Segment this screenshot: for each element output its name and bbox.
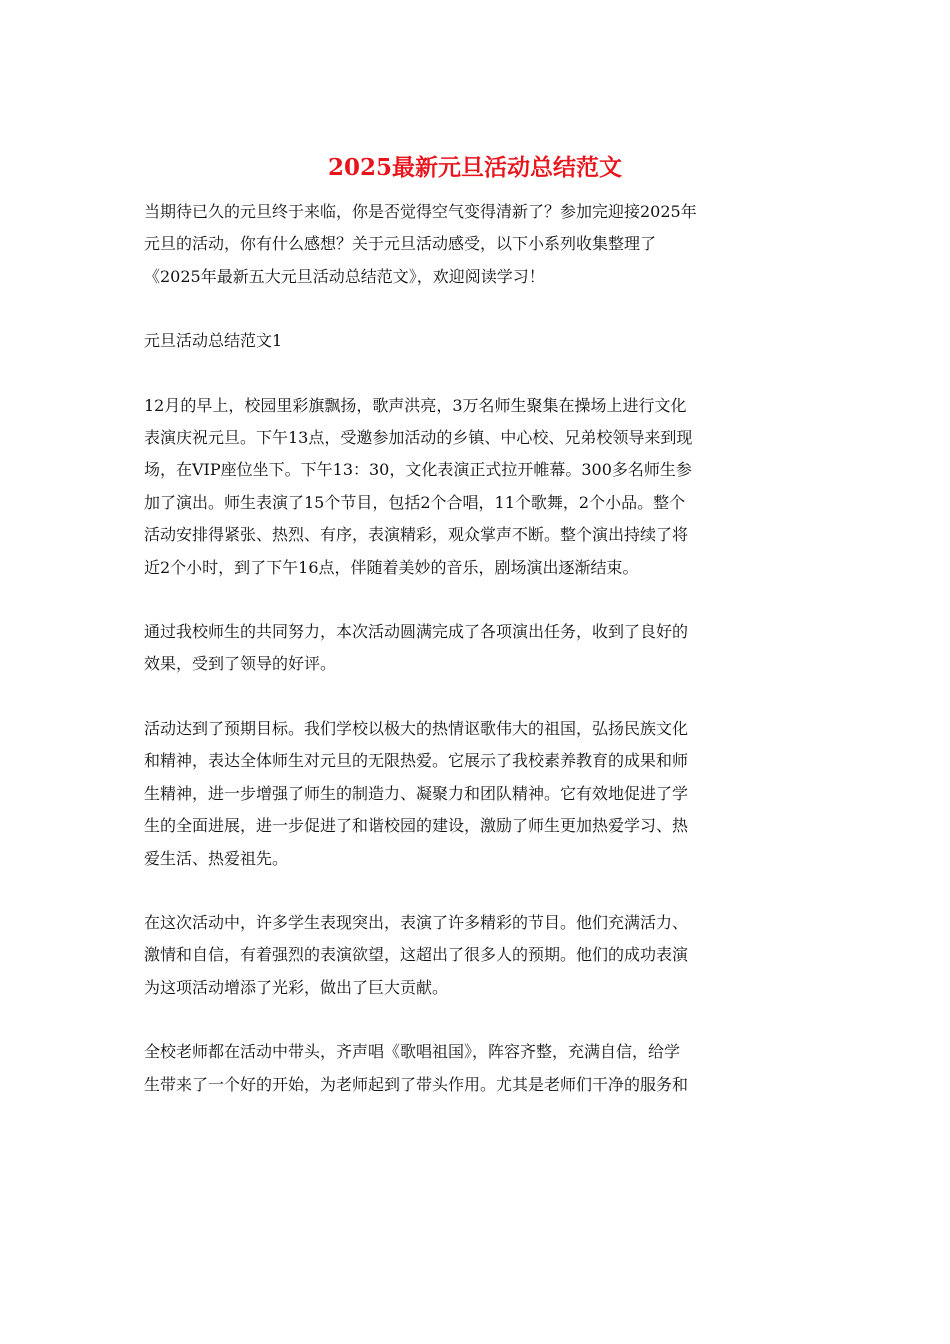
document-body [144, 196, 814, 1133]
body-paragraph: 12月的早上，校园里彩旗飘扬，歌声洪亮，3万名师生聚集在操场上进行文化 表演庆祝元旦。下午13点，受邀参加活动的乡镇、中心校、兄弟校领导来到现 场，在VIP座位坐下。下午13：30，文化表演正式拉开帷幕。300多名师生参 加了演出。师生表演了15个节目，包括2个合唱，11个歌舞，2个小品。整个 活动安排得紧张、热烈、有序，表演精彩，观众掌声不断。整个演出持续了将 近2个小时，到了下午16点，伴随着美妙的音乐，剧场演出逐渐结束。 [144, 395, 693, 577]
body-paragraph: 活动达到了预期目标。我们学校以极大的热情讴歌伟大的祖国，弘扬民族文化 和精神，表达全体师生对元旦的无限热爱。它展示了我校素养教育的成果和师 生精神，进一步增强了师生的制造力、凝聚力和团队精神。它有效地促进了学 生的全面进展，进一步促进了和谐校园的建设，激励了师生更加热爱学习、热 爱生活、热爱祖先。 [144, 718, 689, 868]
body-paragraph: 全校老师都在活动中带头，齐声唱《歌唱祖国》，阵容齐整，充满自信，给学 生带来了一个好的开始，为老师起到了带头作用。尤其是老师们干净的服务和 [144, 1042, 689, 1094]
document-title: 2025最新元旦活动总结范文 [327, 154, 622, 181]
body-paragraph: 在这次活动中，许多学生表现突出，表演了许多精彩的节目。他们充满活力、 激情和自信，有着强烈的表演欲望，这超出了很多人的预期。他们的成功表演 为这项活动增添了光彩，做出了巨大贡献。 [144, 912, 689, 997]
body-paragraph: 通过我校师生的共同努力，本次活动圆满完成了各项演出任务，收到了良好的 效果，受到了领导的好评。 [144, 622, 689, 674]
intro-paragraph: 当期待已久的元旦终于来临，你是否觉得空气变得清新了？参加完迎接2025年 元旦的活动，你有什么感想？关于元旦活动感受，以下小系列收集整理了 《2025年最新五大元旦活动总结范文》，欢迎阅读学习！ [144, 202, 697, 286]
section-heading: 元旦活动总结范文1 [144, 331, 283, 351]
